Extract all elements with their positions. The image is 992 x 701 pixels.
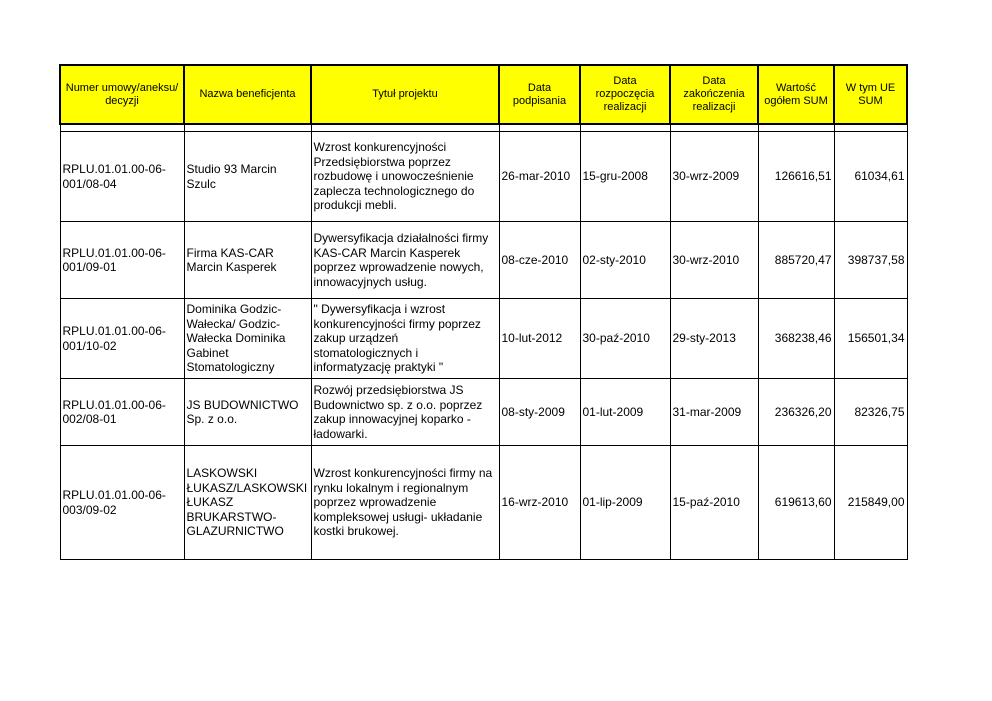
- table-row: [60, 379, 907, 446]
- cell-data-zakonczenia: 15-paź-2010: [670, 446, 758, 560]
- cell-data-rozpoczecia: 01-lut-2009: [580, 379, 670, 446]
- header-numer: Numer umowy/aneksu/ decyzji: [60, 65, 184, 124]
- cell-ue: 398737,58: [834, 222, 907, 299]
- cell-data-rozpoczecia: 15-gru-2008: [580, 132, 670, 222]
- cell-data-rozpoczecia: 30-paź-2010: [580, 299, 670, 379]
- header-data-rozpoczecia: Data rozpoczęcia realizacji: [580, 65, 670, 124]
- cell-numer: RPLU.01.01.00-06-002/08-01: [60, 379, 184, 446]
- header-ue: W tym UE SUM: [834, 65, 907, 124]
- cell-numer: RPLU.01.01.00-06-003/09-02: [60, 446, 184, 560]
- cell-data-rozpoczecia: 01-lip-2009: [580, 446, 670, 560]
- cell-nazwa: JS BUDOWNICTWO Sp. z o.o.: [184, 379, 311, 446]
- cell-nazwa: Firma KAS-CAR Marcin Kasperek: [184, 222, 311, 299]
- cell-data-rozpoczecia: 02-sty-2010: [580, 222, 670, 299]
- cell-data-zakonczenia: 31-mar-2009: [670, 379, 758, 446]
- cell-ue: 215849,00: [834, 446, 907, 560]
- cell-tytul: Wzrost konkurencyjności Przedsiębiorstwa poprzez rozbudowę i unowocześnienie zaplecza technologicznego do produkcji mebli.: [311, 132, 499, 222]
- table-row: [60, 222, 907, 299]
- cell-data-podpisania: 26-mar-2010: [499, 132, 580, 222]
- cell-tytul: " Dywersyfikacja i wzrost konkurencyjności firmy poprzez zakup urządzeń stomatologicznych i informatyzację praktyki ": [311, 299, 499, 379]
- table-row: [60, 299, 907, 379]
- cell-tytul: Dywersyfikacja działalności firmy KAS-CAR Marcin Kasperek poprzez wprowadzenie nowych, innowacyjnych usług.: [311, 222, 499, 299]
- cell-data-podpisania: 16-wrz-2010: [499, 446, 580, 560]
- header-data-zakonczenia: Data zakończenia realizacji: [670, 65, 758, 124]
- cell-data-podpisania: 08-cze-2010: [499, 222, 580, 299]
- cell-numer: RPLU.01.01.00-06-001/09-01: [60, 222, 184, 299]
- cell-data-podpisania: 10-lut-2012: [499, 299, 580, 379]
- cell-ue: 61034,61: [834, 132, 907, 222]
- header-data-podpisania: Data podpisania: [499, 65, 580, 124]
- cell-ue: 156501,34: [834, 299, 907, 379]
- header-row: [60, 65, 907, 124]
- cell-wartosc: 885720,47: [758, 222, 834, 299]
- cell-ue: 82326,75: [834, 379, 907, 446]
- cell-wartosc: 126616,51: [758, 132, 834, 222]
- cell-tytul: Rozwój przedsiębiorstwa JS Budownictwo sp. z o.o. poprzez zakup innowacyjnej koparko - ładowarki.: [311, 379, 499, 446]
- cell-data-zakonczenia: 29-sty-2013: [670, 299, 758, 379]
- cell-tytul: Wzrost konkurencyjności firmy na rynku lokalnym i regionalnym poprzez wprowadzenie kompleksowej usługi- układanie kostki brukowej.: [311, 446, 499, 560]
- cell-numer: RPLU.01.01.00-06-001/08-04: [60, 132, 184, 222]
- cell-data-zakonczenia: 30-wrz-2010: [670, 222, 758, 299]
- cell-nazwa: Studio 93 Marcin Szulc: [184, 132, 311, 222]
- spacer-row: [60, 124, 907, 132]
- table-row: [60, 446, 907, 560]
- cell-nazwa: LASKOWSKI ŁUKASZ/LASKOWSKI ŁUKASZ BRUKARSTWO-GLAZURNICTWO: [184, 446, 311, 560]
- projects-table: [59, 64, 908, 560]
- header-tytul: Tytuł projektu: [311, 65, 499, 124]
- cell-wartosc: 236326,20: [758, 379, 834, 446]
- cell-wartosc: 619613,60: [758, 446, 834, 560]
- cell-data-podpisania: 08-sty-2009: [499, 379, 580, 446]
- cell-wartosc: 368238,46: [758, 299, 834, 379]
- cell-numer: RPLU.01.01.00-06-001/10-02: [60, 299, 184, 379]
- header-wartosc: Wartość ogółem SUM: [758, 65, 834, 124]
- table-row: [60, 132, 907, 222]
- cell-data-zakonczenia: 30-wrz-2009: [670, 132, 758, 222]
- cell-nazwa: Dominika Godzic-Wałecka/ Godzic-Wałecka Dominika Gabinet Stomatologiczny: [184, 299, 311, 379]
- header-nazwa: Nazwa beneficjenta: [184, 65, 311, 124]
